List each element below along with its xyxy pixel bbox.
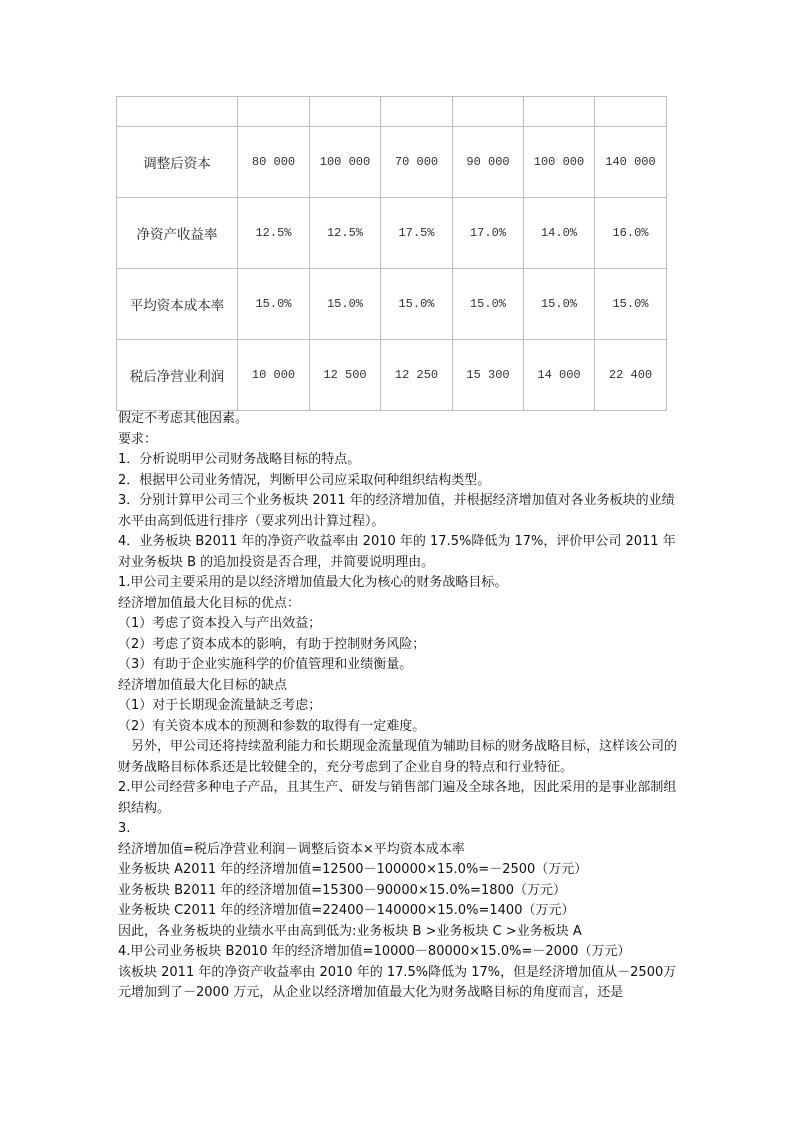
table-cell: 14.0% [524, 198, 595, 269]
answer-3-heading: 3. [118, 821, 131, 836]
table-cell: 12.5% [310, 198, 381, 269]
advantages-heading: 经济增加值最大化目标的优点： [118, 595, 301, 611]
table-cell: 15.0% [595, 269, 667, 340]
table-cell: 15.0% [453, 269, 524, 340]
table-cell: 90 000 [453, 127, 524, 198]
eva-segment-b: 业务板块 B2011 年的经济增加值=15300－90000×15.0%=1800（万元） [118, 882, 567, 898]
table-cell: 70 000 [381, 127, 453, 198]
table-cell: 10 000 [238, 340, 310, 411]
table-cell: 15.0% [238, 269, 310, 340]
table-cell: 100 000 [524, 127, 595, 198]
table-cell: 12 250 [381, 340, 453, 411]
table-cell: 15.0% [310, 269, 381, 340]
table-cell: 17.0% [453, 198, 524, 269]
document-body [118, 409, 678, 1004]
disadvantages-heading: 经济增加值最大化目标的缺点 [118, 677, 288, 693]
table-cell [310, 97, 381, 127]
table-cell: 100 000 [310, 127, 381, 198]
assumption-line: 假定不考虑其他因素。 [118, 411, 249, 426]
disadvantage-2: （2）有关资本成本的预测和参数的取得有一定难度。 [118, 718, 426, 734]
table-row [117, 269, 667, 340]
answer-4-evaluation: 该板块 2011 年的净资产收益率由 2010 年的 17.5%降低为 17%，但是经济增加值从－2500万元增加到了－2000 万元，从企业以经济增加值最大化为财务战略目标的角度而言，还是 [118, 964, 677, 1000]
table-cell: 12.5% [238, 198, 310, 269]
disadvantage-1: （1）对于长期现金流量缺乏考虑； [118, 698, 322, 713]
eva-segment-a: 业务板块 A2011 年的经济增加值=12500－100000×15.0%=－2500（万元） [118, 862, 588, 877]
advantage-2: （2）考虑了资本成本的影响，有助于控制财务风险； [118, 636, 426, 652]
answer-4-eva-2010: 4.甲公司业务板块 B2010 年的经济增加值=10000－80000×15.0%=－2000（万元） [118, 944, 631, 959]
table-cell: 16.0% [595, 198, 667, 269]
table-cell [595, 97, 667, 127]
requirement-2: 2．根据甲公司业务情况，判断甲公司应采取何种组织结构类型。 [118, 472, 491, 488]
answer-2: 2.甲公司经营多种电子产品，且其生产、研发与销售部门遍及全球各地，因此采用的是事业部制组织结构。 [118, 780, 677, 816]
row-label: 税后净营业利润 [117, 340, 238, 411]
requirement-4: 4．业务板块 B2011 年的净资产收益率由 2010 年的 17.5%降低为 17%，评价甲公司 2011 年对业务板块 B 的追加投资是否合理，并简要说明理由。 [118, 534, 676, 570]
eva-segment-c: 业务板块 C2011 年的经济增加值=22400－140000×15.0%=1400（万元） [118, 903, 575, 918]
advantage-3: （3）有助于企业实施科学的价值管理和业绩衡量。 [118, 657, 413, 672]
requirement-3: 3．分别计算甲公司三个业务板块 2011 年的经济增加值，并根据经济增加值对各业务板块的业绩水平由高到低进行排序（要求列出计算过程）。 [118, 493, 675, 529]
row-label: 净资产收益率 [117, 198, 238, 269]
table-cell [524, 97, 595, 127]
table-cell: 22 400 [595, 340, 667, 411]
table-cell [381, 97, 453, 127]
requirements-heading: 要求： [118, 431, 158, 447]
table-cell: 15.0% [381, 269, 453, 340]
table-cell [238, 97, 310, 127]
table-cell: 15 300 [453, 340, 524, 411]
table-cell: 140 000 [595, 127, 667, 198]
row-label: 调整后资本 [117, 127, 238, 198]
table-cell: 80 000 [238, 127, 310, 198]
row-label [117, 97, 238, 127]
eva-formula: 经济增加值=税后净营业利润－调整后资本×平均资本成本率 [118, 841, 465, 857]
advantage-1: （1）考虑了资本投入与产出效益； [118, 616, 322, 631]
table-row [117, 340, 667, 411]
row-label: 平均资本成本率 [117, 269, 238, 340]
table-row [117, 97, 667, 127]
table-cell: 15.0% [524, 269, 595, 340]
answer-1-supplement: 另外，甲公司还将持续盈利能力和长期现金流量现值为辅助目标的财务战略目标，这样该公司的财务战略目标体系还是比较健全的，充分考虑到了企业自身的特点和行业特征。 [118, 739, 678, 775]
table-cell: 14 000 [524, 340, 595, 411]
answer-1: 1.甲公司主要采用的是以经济增加值最大化为核心的财务战略目标。 [118, 575, 508, 590]
table-cell: 12 500 [310, 340, 381, 411]
table-row [117, 198, 667, 269]
requirement-1: 1．分析说明甲公司财务战略目标的特点。 [118, 452, 361, 467]
eva-ranking: 因此，各业务板块的业绩水平由高到低为:业务板块 B >业务板块 C >业务板块 A [118, 923, 582, 939]
table-row [117, 127, 667, 198]
table-cell: 17.5% [381, 198, 453, 269]
table-cell [453, 97, 524, 127]
data-table [116, 96, 667, 411]
